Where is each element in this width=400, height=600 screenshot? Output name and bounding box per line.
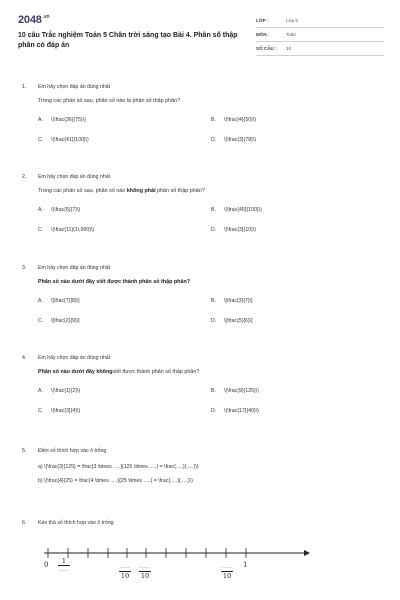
fraction-slot[interactable]: ..... 10	[119, 564, 131, 580]
option-b[interactable]: B. \(\frac{4}{50}\)	[211, 117, 257, 123]
one-label: 1	[243, 561, 248, 569]
meta-row-subject	[256, 28, 384, 42]
page-title: 10 câu Trắc nghiệm Toán 5 Chân trời sáng tạo Bài 4. Phân số thập phân có đáp án	[18, 32, 238, 49]
option-d[interactable]: D. \(\frac{3}{10}\)	[211, 227, 257, 233]
meta-label: SỐ CÂU :	[256, 46, 277, 51]
options-grid	[38, 387, 382, 415]
question-prompt: Phân số nào dưới đây không viết được thành phân số thập phân?	[38, 369, 200, 375]
option-a[interactable]: A. \(\frac{1}{2}\)	[38, 388, 81, 394]
option-a[interactable]: A. \[\frac{7}{8}\]	[38, 298, 80, 304]
options-grid	[38, 116, 382, 144]
question-instruction: 2. Em hãy chọn đáp án đúng nhất	[22, 174, 111, 180]
meta-label: MÔN :	[256, 32, 270, 37]
zero-label: 0	[44, 561, 49, 569]
question-instruction: 3. Em hãy chọn đáp án đúng nhất	[22, 265, 111, 271]
meta-table	[256, 14, 384, 56]
option-a[interactable]: A. \(\frac{36}{75}\)	[38, 117, 86, 123]
option-b[interactable]: B. \[\frac{3}{7}\]	[211, 298, 253, 304]
option-c[interactable]: C. \(\frac{41}{100}\)	[38, 137, 89, 143]
question-instruction: 5. Điền số thích hợp vào ô trống	[22, 448, 107, 454]
question-2	[22, 172, 382, 234]
meta-row-count	[256, 42, 384, 56]
option-b[interactable]: B. \(\frac{9}{125}\)	[211, 388, 259, 394]
options-grid	[38, 297, 382, 325]
meta-value: 10	[286, 46, 292, 51]
number-line-axis	[40, 545, 320, 565]
question-prompt: Phân số nào dưới đây viết được thành phân số thập phân?	[38, 279, 191, 285]
meta-value: Lớp 5	[286, 18, 298, 23]
option-d[interactable]: D. \(\frac{17}{40}\)	[211, 408, 259, 414]
options-grid	[38, 206, 382, 234]
question-5	[22, 446, 382, 486]
question-prompt: Trong các phân số sau, phân số nào là phân số thập phân?	[38, 98, 181, 104]
question-3	[22, 263, 382, 325]
option-c[interactable]: C. \(\frac{11}{1\,000}\)	[38, 227, 95, 233]
fill-line-a[interactable]: a) \(\frac{3}{125} = \frac{3 \times .....}{125 \times .....} = \frac{.....}{.....}\)	[38, 464, 199, 470]
question-instruction: 6. Kéo thả số thích hợp vào ô trống	[22, 520, 114, 526]
option-d[interactable]: D. \(\frac{3}{78}\)	[211, 137, 257, 143]
fraction-slot[interactable]: ..... 10	[221, 564, 233, 580]
option-c[interactable]: C. \(\frac{3}{4}\)	[38, 408, 81, 414]
fraction-slot[interactable]: 1 .....	[58, 557, 70, 573]
question-instruction: 4. Em hãy chọn đáp án đúng nhất	[22, 355, 111, 361]
question-1	[22, 82, 382, 144]
question-instruction: 1. Em hãy chọn đáp án đúng nhất	[22, 84, 111, 90]
meta-label: LỚP :	[256, 18, 269, 23]
meta-row-class	[256, 14, 384, 28]
option-a[interactable]: A. \(\frac{5}{7}\)	[38, 207, 81, 213]
worksheet-header	[18, 14, 384, 70]
question-4	[22, 353, 382, 415]
meta-value: Toán	[286, 32, 296, 37]
question-6	[22, 518, 382, 528]
option-b[interactable]: B. \(\frac{45}{100}\)	[211, 207, 262, 213]
number-line	[40, 545, 320, 595]
option-d[interactable]: D. \[\frac{5}{6}\]	[211, 318, 253, 324]
fill-line-b[interactable]: b) \(\frac{4}{25} = \frac{4 \times .....}{25 \times .....} = \frac{.....}{.....}\)	[38, 478, 193, 484]
fraction-slot[interactable]: ..... 10	[139, 564, 151, 580]
question-prompt: Trong các phân số sau, phân số nào không phải phân số thập phân?	[38, 188, 205, 194]
option-c[interactable]: C. \[\frac{2}{9}\]	[38, 318, 80, 324]
site-logo[interactable]: $2048^{.vn}$	[18, 14, 50, 26]
